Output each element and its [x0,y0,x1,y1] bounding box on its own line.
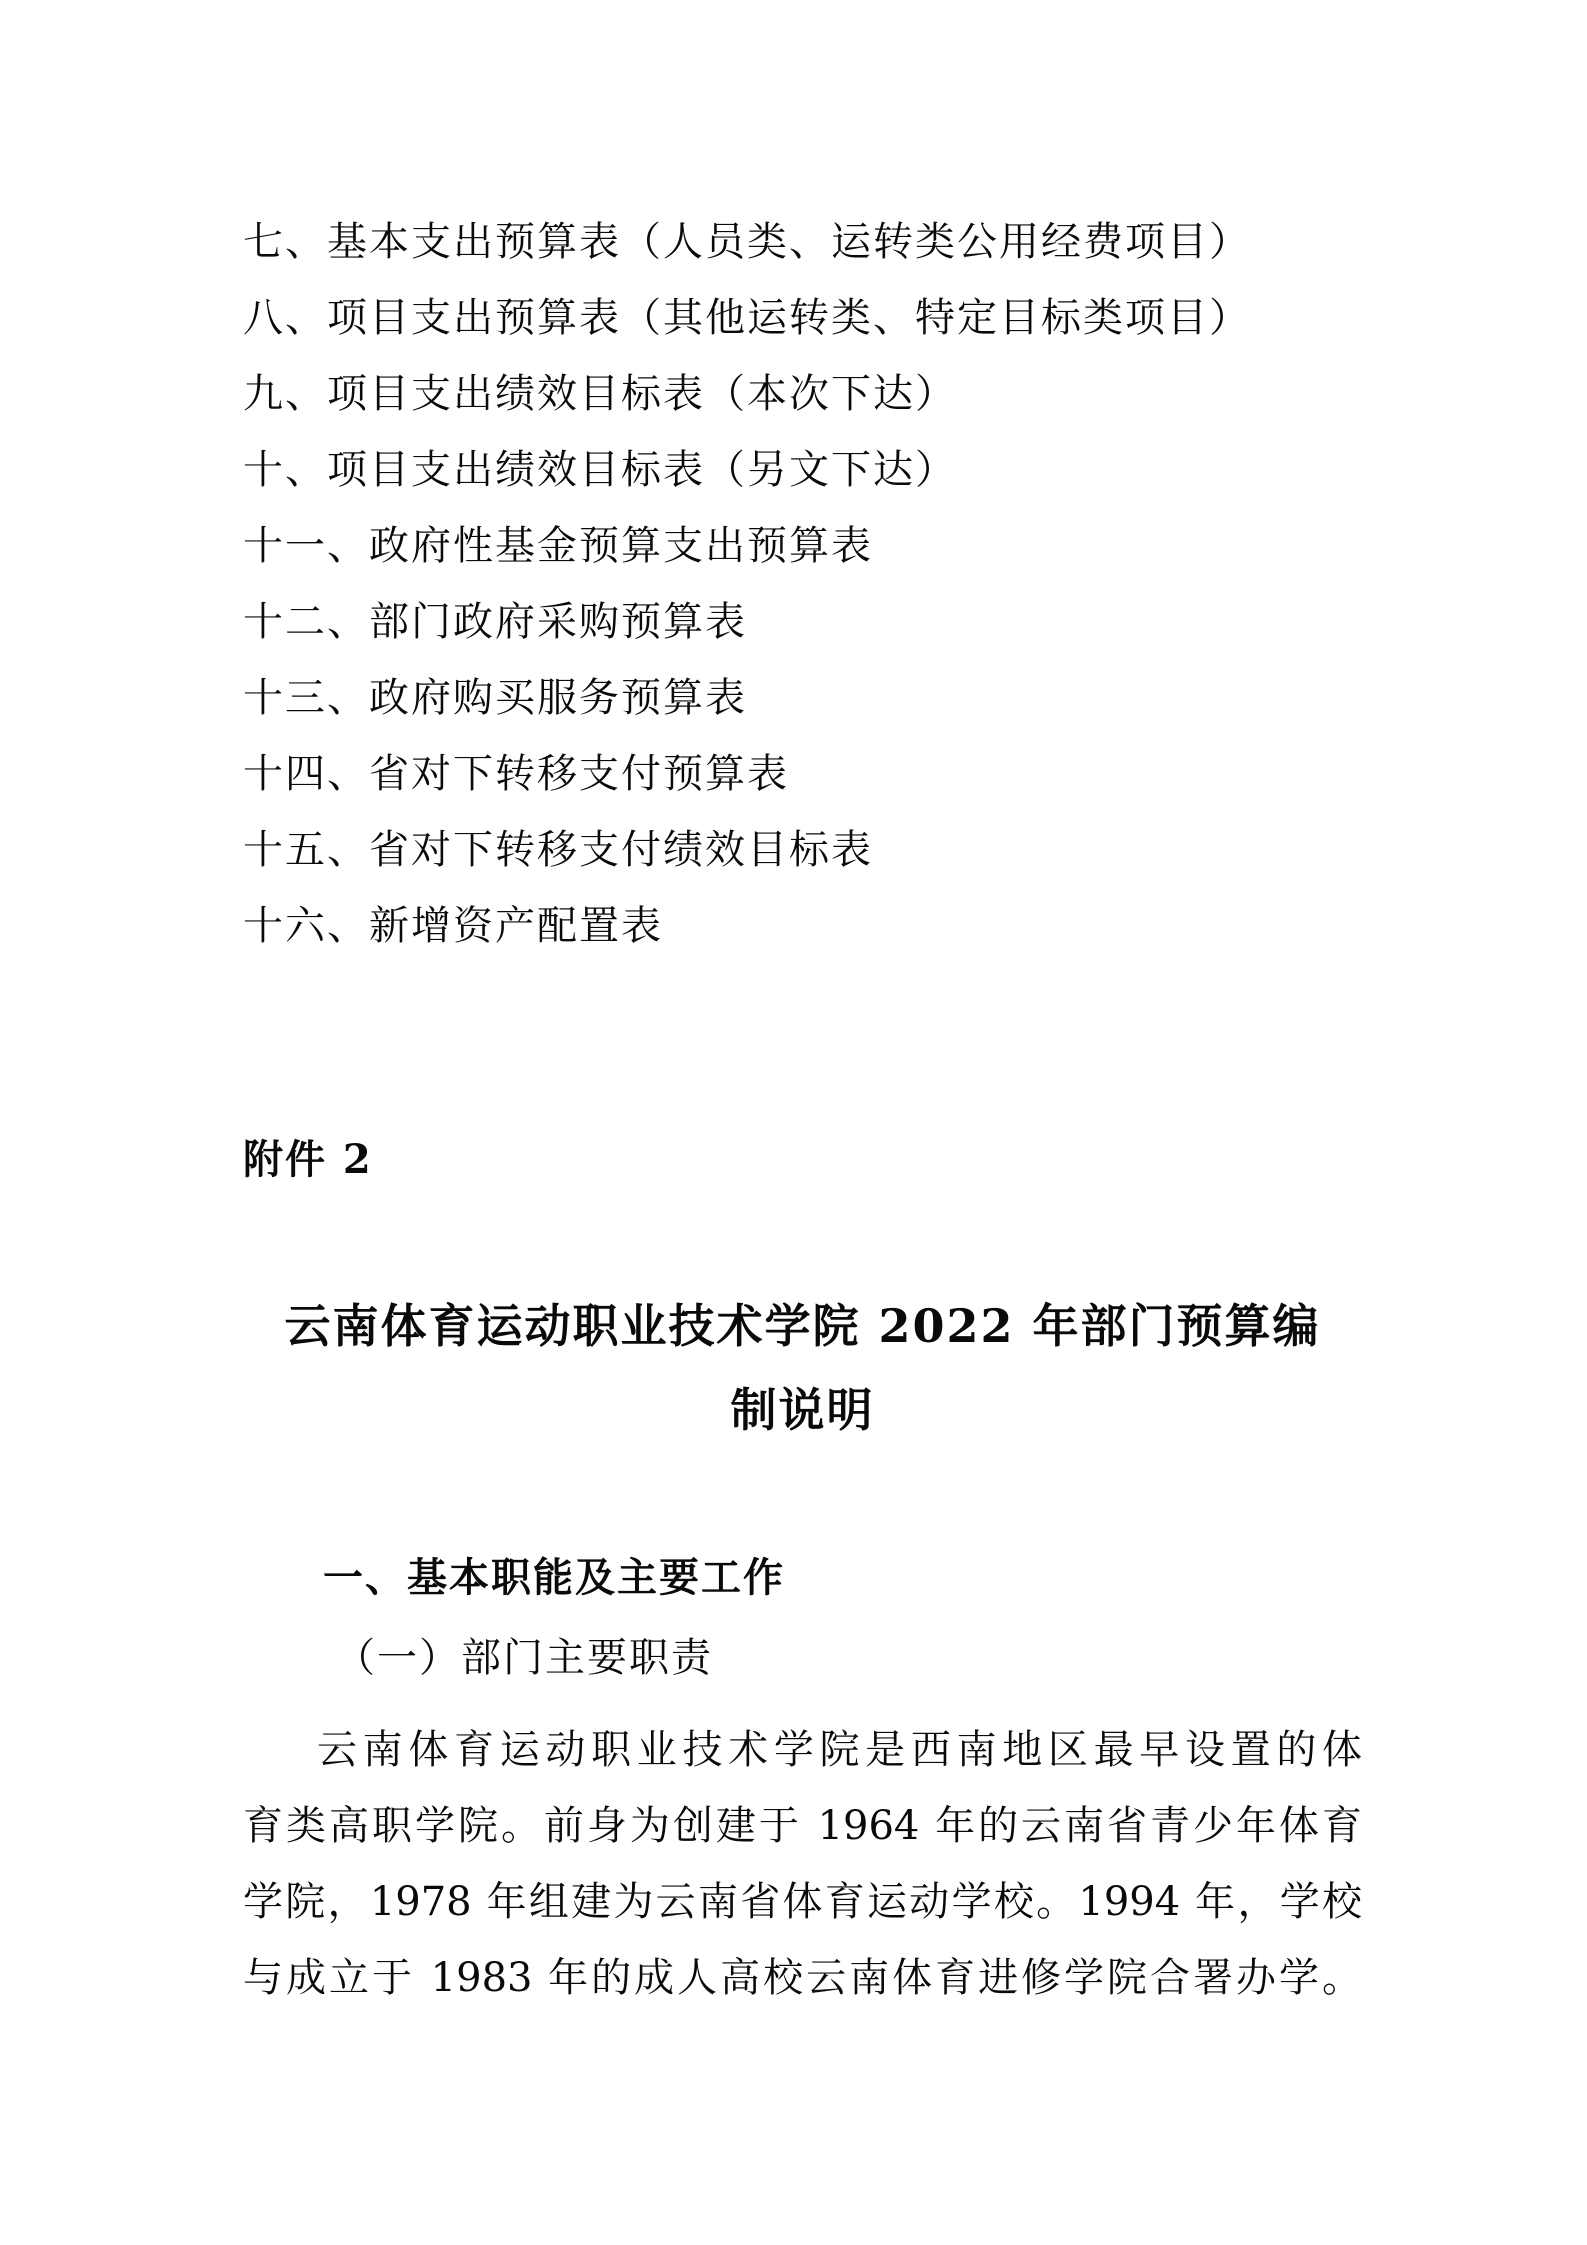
paragraph-line: 学院，1978 年组建为云南省体育运动学校。1994 年，学校 [243,1879,1362,1925]
document-title [243,1284,1362,1452]
document-title-line-1: 云南体育运动职业技术学院 2022 年部门预算编 [284,1299,1321,1353]
toc-item-7: 七、基本支出预算表（人员类、运转类公用经费项目） [243,219,1251,265]
document-title-line-2: 制说明 [730,1383,875,1437]
subsection-heading: （一）部门主要职责 [335,1635,713,1681]
toc-item-10: 十、项目支出绩效目标表（另文下达） [243,447,957,493]
toc-item-12: 十二、部门政府采购预算表 [243,599,747,645]
toc-item-15: 十五、省对下转移支付绩效目标表 [243,827,873,873]
toc-item-14: 十四、省对下转移支付预算表 [243,751,789,797]
document-content [243,204,1362,2016]
toc-item-13: 十三、政府购买服务预算表 [243,675,747,721]
toc-item-8: 八、项目支出预算表（其他运转类、特定目标类项目） [243,295,1251,341]
paragraph-line: 育类高职学院。前身为创建于 1964 年的云南省青少年体育 [243,1803,1362,1849]
attachment-label: 附件 2 [243,1136,373,1183]
paragraph-line: 云南体育运动职业技术学院是西南地区最早设置的体 [317,1727,1362,1773]
toc-item-11: 十一、政府性基金预算支出预算表 [243,523,873,569]
toc-item-9: 九、项目支出绩效目标表（本次下达） [243,371,957,417]
toc-item-16: 十六、新增资产配置表 [243,903,663,949]
attachment-table-list [243,204,1362,964]
section-heading: 一、基本职能及主要工作 [323,1555,785,1601]
paragraph-line: 与成立于 1983 年的成人高校云南体育进修学院合署办学。 [243,1955,1362,2001]
body-paragraph [243,1712,1362,2016]
